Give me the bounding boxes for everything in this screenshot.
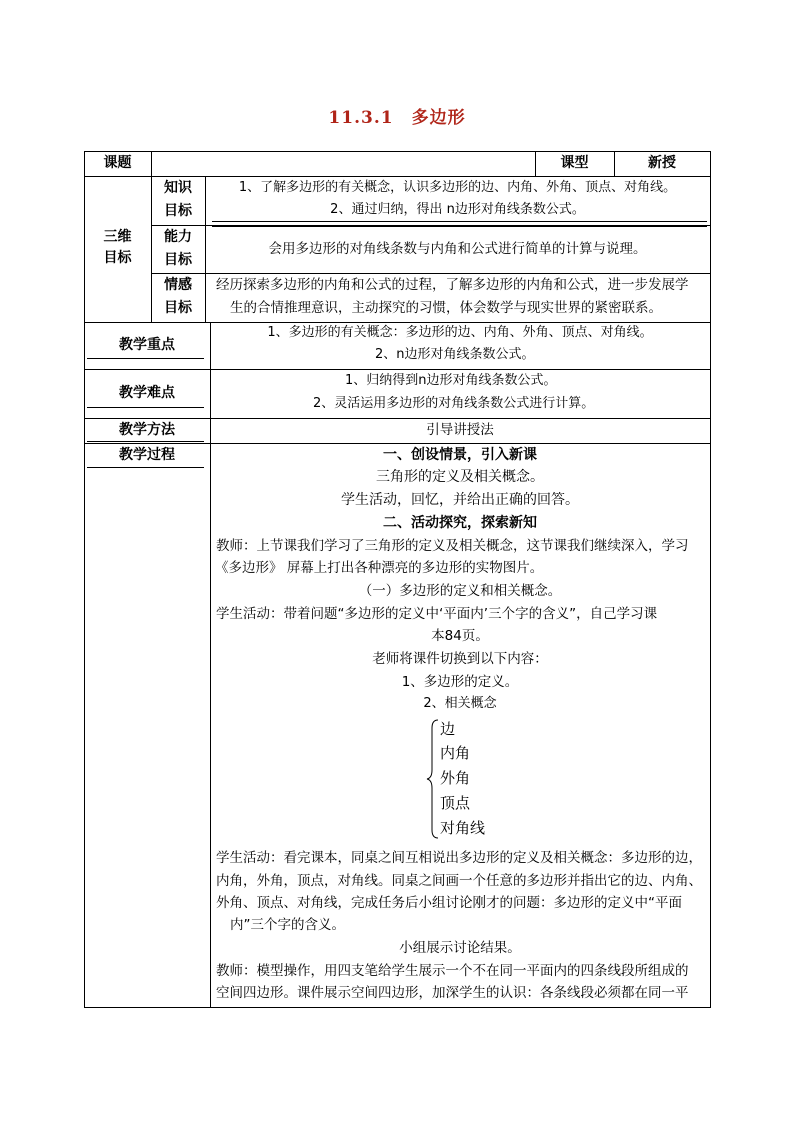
emotion-label-line2: 目标	[164, 300, 192, 316]
difficulties-label: 教学难点	[119, 385, 175, 401]
process-line: 《多边形》 屏幕上打出各种漂亮的多边形的实物图片。	[215, 560, 544, 576]
underline-knowledge	[212, 221, 707, 222]
concepts-brace	[426, 718, 440, 840]
process-subheading-1: （一）多边形的定义和相关概念。	[358, 583, 562, 599]
keypoints-label: 教学重点	[119, 337, 175, 353]
type-label: 课型	[560, 155, 589, 171]
table-border-right	[710, 151, 711, 1008]
emotion-line1: 经历探索多边形的内角和公式的过程，了解多边形的内角和公式，进一步发展学	[216, 277, 689, 293]
process-line: 教师：上节课我们学习了三角形的定义及相关概念，这节课我们继续深入，学习	[216, 538, 689, 554]
process-line: 学生活动：带着问题“多边形的定义中‘平面内’三个字的含义”，自己学习课	[216, 606, 658, 622]
method-label: 教学方法	[119, 422, 175, 438]
difficulties-line1: 1、归纳得到n边形对角线条数公式。	[345, 373, 557, 388]
ability-label-line1: 能力	[164, 229, 192, 245]
topic-label: 课题	[103, 155, 132, 171]
concept-item: 内角	[440, 744, 471, 762]
emotion-line2: 生的合情推理意识，主动探究的习惯，体会数学与现实世界的紧密联系。	[230, 300, 662, 316]
goals-label-line2: 目标	[103, 250, 132, 266]
knowledge-line2: 2、通过归纳，得出 n边形对角线条数公式。	[330, 202, 585, 217]
process-heading-2: 二、活动探究，探索新知	[383, 515, 537, 531]
process-line: 三角形的定义及相关概念。	[376, 469, 544, 485]
process-line: 本84页。	[431, 628, 489, 644]
process-line: 老师将课件切换到以下内容：	[372, 651, 548, 667]
process-line: 学生活动：看完课本，同桌之间互相说出多边形的定义及相关概念：多边形的边，	[216, 850, 702, 866]
difficulties-line2: 2、灵活运用多边形的对角线条数公式进行计算。	[313, 396, 595, 411]
knowledge-label-line1: 知识	[164, 180, 192, 196]
concept-item: 对角线	[440, 819, 486, 837]
process-line: 内”三个字的含义。	[230, 917, 345, 933]
keypoints-line1: 1、多边形的有关概念：多边形的边、内角、外角、顶点、对角线。	[267, 325, 653, 340]
process-label: 教学过程	[119, 447, 175, 463]
process-line: 教师：模型操作，用四支笔给学生展示一个不在同一平面内的四条线段所组成的	[216, 963, 689, 979]
process-line: 学生活动，回忆，并给出正确的回答。	[341, 492, 579, 508]
process-line: 内角，外角，顶点，对角线。同桌之间画一个任意的多边形并指出它的边、内角、	[216, 873, 702, 889]
concept-item: 边	[440, 720, 456, 738]
method-value: 引导讲授法	[426, 422, 494, 438]
underline-difficulties	[87, 407, 204, 408]
knowledge-label-line2: 目标	[164, 203, 192, 219]
process-line: 空间四边形。课件展示空间四边形，加深学生的认识：各条线段必须都在同一平	[216, 985, 689, 1001]
process-line: 2、相关概念	[423, 696, 497, 711]
ability-label-line2: 目标	[164, 252, 192, 268]
knowledge-line1: 1、了解多边形的有关概念，认识多边形的边、内角、外角、顶点、对角线。	[238, 180, 677, 195]
table-border-bottom	[84, 1007, 711, 1008]
keypoints-line2: 2、n边形对角线条数公式。	[375, 347, 535, 362]
table-border-left	[84, 151, 85, 1008]
underline-keypoints	[87, 358, 204, 359]
concept-item: 顶点	[440, 794, 471, 812]
underline-ability	[212, 226, 707, 227]
page-title: 11.3.1 多边形	[328, 108, 466, 128]
underline-process	[87, 467, 204, 468]
process-line: 外角、顶点、对角线，完成任务后小组讨论刚才的问题：多边形的定义中“平面	[216, 895, 682, 911]
process-line: 小组展示讨论结果。	[399, 940, 521, 956]
type-value: 新授	[648, 155, 676, 171]
emotion-label-line1: 情感	[164, 277, 192, 293]
table-col-header-1	[151, 151, 152, 176]
goals-label-line1: 三维	[103, 229, 132, 245]
concept-item: 外角	[440, 769, 471, 787]
underline-method	[87, 441, 204, 442]
process-line: 1、多边形的定义。	[401, 674, 519, 690]
ability-line1: 会用多边形的对角线条数与内角和公式进行简单的计算与说理。	[268, 241, 647, 257]
process-heading-1: 一、创设情景，引入新课	[383, 447, 537, 463]
